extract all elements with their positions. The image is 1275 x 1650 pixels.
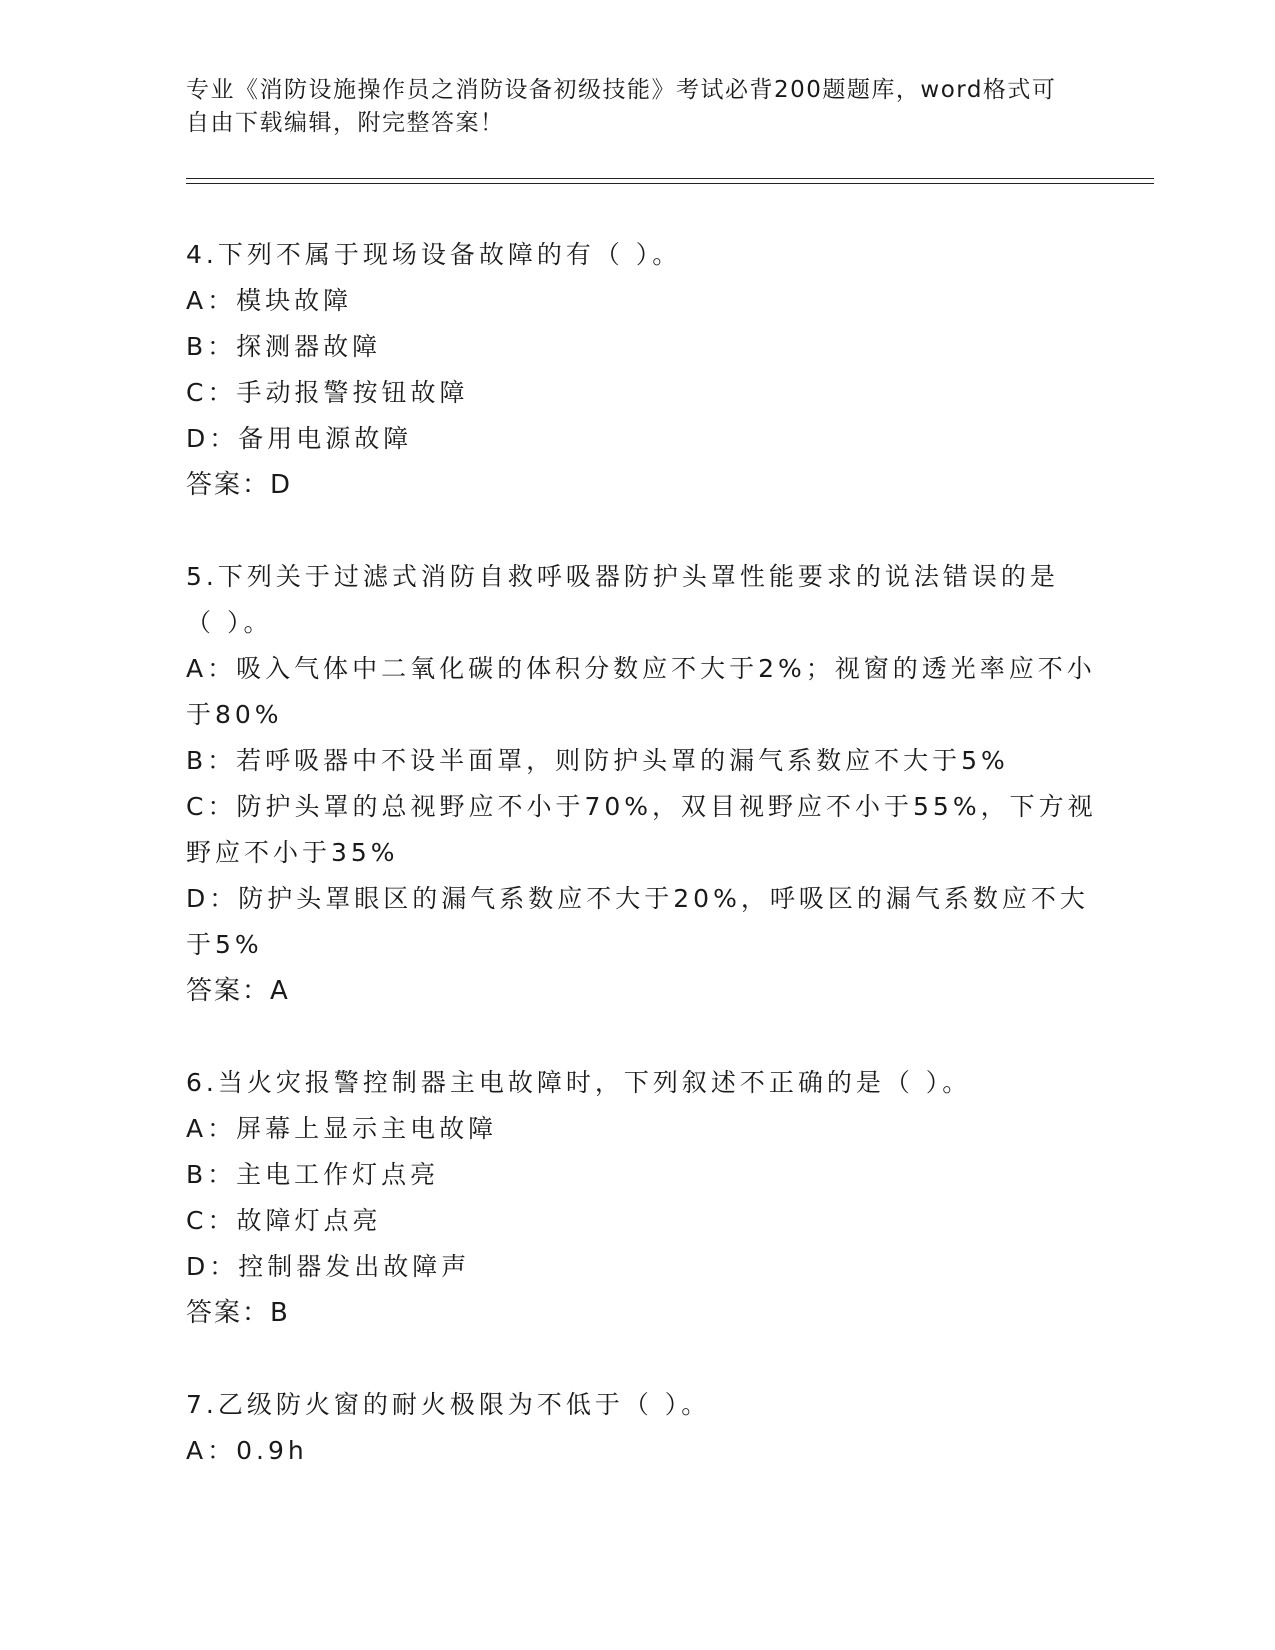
question-stem: 6.当火灾报警控制器主电故障时，下列叙述不正确的是（ ）。: [186, 1068, 972, 1097]
question-list: [186, 232, 1097, 1474]
answer-line: 答案：A: [186, 976, 290, 1006]
header-rule-top: [186, 178, 1154, 179]
question-4: [186, 232, 1086, 508]
answer-line: 答案：B: [186, 1298, 290, 1328]
question-spacer: [186, 1336, 1086, 1382]
answer-line: 答案：D: [186, 470, 293, 500]
option-a: A：0.9h: [186, 1436, 308, 1465]
option-b: B：探测器故障: [186, 332, 382, 361]
option-d: D：控制器发出故障声: [186, 1252, 471, 1281]
option-c: C：故障灯点亮: [186, 1206, 382, 1235]
option-c: C：防护头罩的总视野应不小于70%，双目视野应不小于55%，下方视: [186, 792, 1097, 821]
question-6: [186, 1060, 1086, 1336]
option-b: B：若呼吸器中不设半面罩，则防护头罩的漏气系数应不大于5%: [186, 746, 1009, 775]
option-a: A：屏幕上显示主电故障: [186, 1114, 498, 1143]
header-line-1: 专业《消防设施操作员之消防设备初级技能》考试必背200题题库，word格式可: [186, 77, 1057, 103]
option-b: B：主电工作灯点亮: [186, 1160, 440, 1189]
question-stem: 4.下列不属于现场设备故障的有（ ）。: [186, 240, 682, 269]
question-7: [186, 1382, 1086, 1474]
option-d: D：防护头罩眼区的漏气系数应不大于20%，呼吸区的漏气系数应不大: [186, 884, 1089, 913]
question-spacer: [186, 1014, 1086, 1060]
option-a: A：模块故障: [186, 286, 353, 315]
option-a-continued: 于80%: [186, 700, 283, 729]
question-5: [186, 554, 1097, 1014]
option-a: A：吸入气体中二氧化碳的体积分数应不大于2%；视窗的透光率应不小: [186, 654, 1096, 683]
option-c-continued: 野应不小于35%: [186, 838, 399, 867]
option-d-continued: 于5%: [186, 930, 263, 959]
option-c: C：手动报警按钮故障: [186, 378, 469, 407]
header-line-2: 自由下载编辑，附完整答案！: [186, 110, 505, 136]
question-stem: 7.乙级防火窗的耐火极限为不低于（ ）。: [186, 1390, 711, 1419]
question-spacer: [186, 508, 1086, 554]
question-stem: 5.下列关于过滤式消防自救呼吸器防护头罩性能要求的说法错误的是: [186, 562, 1059, 591]
header-rule-bottom: [186, 183, 1154, 184]
question-stem-continued: （ ）。: [186, 608, 273, 637]
document-header: [186, 74, 1086, 140]
option-d: D：备用电源故障: [186, 424, 413, 453]
